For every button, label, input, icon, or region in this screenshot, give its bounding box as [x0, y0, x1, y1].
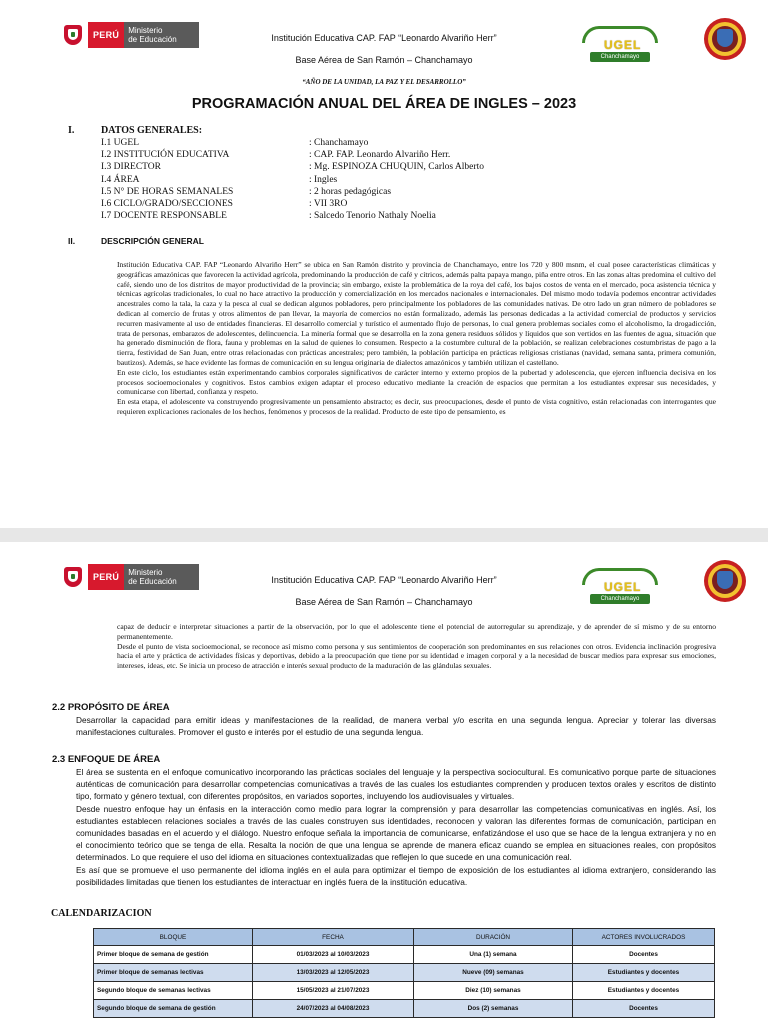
data-row: [101, 174, 701, 186]
section-1-number: I.: [68, 125, 75, 136]
table-cell: Estudiantes y docentes: [573, 982, 715, 1000]
purpose-heading: 2.2 PROPÓSITO DE ÁREA: [52, 702, 170, 713]
table-cell: Una (1) semana: [414, 946, 573, 964]
ministry-name: [124, 22, 198, 48]
approach-paragraph: Desde nuestro enfoque hay un énfasis en la interacción como medio para lograr la comprensión y para desarrollar las competencias comunicativas en inglés. Así, los estudiantes establecen relaciones sociales a través de las cuales construyen sus identidades, reconocen y valoran las diferentes formas de comunicación, participan en comunidades basadas en el acuerdo y el diálogo. Nuestro enfoque señala la importancia de comunicarse, enfatizándose el uso que se hace de la lengua extranjera y no en el conocimiento teórico que se tenga de ella. Resalta la noción de que una lengua se aprende de manera eficaz cuando se emplea en situaciones reales, con propósitos determinados. Lo que requiere el uso del idioma en situaciones contextualizadas que reflejen lo que sucede en una comunicación real.: [76, 803, 716, 863]
description-paragraph: En esta etapa, el adolescente va construyendo progresivamente un pensamiento abstracto; es decir, sus preocupaciones, desde el punto de vista cognitivo, están relacionadas con interrogantes que requieren explicaciones racionales de los hechos, fenómenos y procesos de la realidad. Producto de este tipo de pensamiento, es: [117, 397, 716, 416]
data-value: : Chanchamayo: [309, 138, 369, 148]
table-cell: 24/07/2023 al 04/08/2023: [253, 1000, 414, 1018]
school-crest-icon: [704, 18, 746, 60]
table-row: [94, 1000, 715, 1018]
table-cell: Docentes: [573, 946, 715, 964]
ministry-name-line2: de Educación: [128, 577, 177, 586]
ugel-logo-text: UGEL: [604, 580, 642, 594]
purpose-text: Desarrollar la capacidad para emitir ideas y manifestaciones de la realidad, de manera verbal y/o escrita en una segunda lengua. Apreciar y tolerar las diversas manifestaciones culturales. Promover el gusto e interés por el estudio de una segunda lengua.: [76, 715, 716, 738]
document-page-2: [0, 542, 768, 1024]
calendar-table: [93, 928, 715, 1018]
table-header-row: [94, 929, 715, 946]
description-text: [117, 260, 716, 417]
table-cell: Estudiantes y docentes: [573, 964, 715, 982]
ministry-logo: [62, 564, 199, 590]
data-label: I.4 ÁREA: [101, 174, 140, 185]
data-label: I.1 UGEL: [101, 138, 139, 148]
column-header: FECHA: [253, 929, 414, 946]
data-value: : VII 3RO: [309, 199, 348, 210]
data-row: [101, 161, 701, 173]
ministry-name: [124, 564, 198, 590]
description-continuation: [117, 622, 716, 671]
institution-name: Institución Educativa CAP. FAP “Leonardo Alvariño Herr”: [271, 575, 497, 585]
column-header: ACTORES INVOLUCRADOS: [573, 929, 715, 946]
data-row: [101, 149, 701, 161]
page-header: [0, 542, 768, 612]
ministry-logo: [62, 22, 199, 48]
coat-of-arms-icon: [62, 22, 84, 48]
approach-text: [76, 766, 716, 888]
ugel-logo: [578, 24, 660, 58]
data-label: I.7 DOCENTE RESPONSABLE: [101, 211, 227, 222]
ugel-logo-sub: Chanchamayo: [590, 52, 650, 62]
general-data-list: [101, 137, 701, 222]
page-header: [0, 0, 768, 70]
institution-block: [200, 574, 568, 618]
table-cell: 01/03/2023 al 10/03/2023: [253, 946, 414, 964]
data-label: I.2 INSTITUCIÓN EDUCATIVA: [101, 150, 230, 161]
ugel-logo-sub: Chanchamayo: [590, 594, 650, 604]
ministry-name-line1: Ministerio: [128, 26, 163, 35]
section-2-heading: DESCRIPCIÓN GENERAL: [101, 236, 204, 246]
approach-heading: 2.3 ENFOQUE DE ÁREA: [52, 754, 161, 765]
table-cell: Docentes: [573, 1000, 715, 1018]
table-row: [94, 964, 715, 982]
institution-location: Base Aérea de San Ramón – Chanchamayo: [295, 55, 473, 65]
table-cell: 13/03/2023 al 12/05/2023: [253, 964, 414, 982]
description-paragraph: Institución Educativa CAP. FAP “Leonardo Alvariño Herr” se ubica en San Ramón distrito y provincia de Chanchamayo, entre los 720 y 800 msnm, el cual posee características climáticas y geográficas amazónicas que favorecen la actividad agrícola, predominando la producción de café y cítricos, además palta papaya mango, piña entre otros. En las zonas altas predomina el cultivo del café, siendo uno de los distritos de mayor productividad de la provincia; sin embargo, existe la problemática de la roya del café, los bajos costos de venta en el mercado, poca asistencia técnica y técnicas agrícolas tradicionales, lo cual no hace atractivo la producción y comercialización en los mercados nacionales e internacionales. Del mismo modo todavía podemos encontrar actividades ancestrales como la tala, la caza y la pesca al cual se dedican algunos pobladores, pero principalmente los pobladores de las comunidades nativas. De otro lado un gran número de pobladores se dedican al comercio de frutas y otros alimentos de pan llevar, la mayoría de comercios no están formalizado, además las personas dedicadas a la actividad comercial de productos y servicios recurren masivamente al uso de entidades financieras. El desarrollo comercial y turístico el aumentado flujo de personas, lo cual genera problemas sociales como el alcoholismo, la drogadicción, trata de personas, embarazos de adolescentes, delincuencia. La minería formal que se desarrolla en la zona genera residuos sólidos y líquidos que son vertidos en las fuentes de agua, situación que ha generado disminución de flora, fauna y problemas en la salud de quienes lo consumen. Respecto a la costumbre cultural de la población, se realizan celebraciones costumbristas de pago a la tierra, festividad de San Juan, entre otras relacionadas con prácticas ancestrales; pero también, la población participa en prácticas religiosas cristianas (navidad, semana santa, primera comunión, bautizos). Además, se hace evidente las formas de comunicación en su lengua originaria de dialectos amazónicos y también utilizan el castellano.: [117, 260, 716, 367]
data-row: [101, 210, 701, 222]
approach-paragraph: Es así que se promueve el uso permanente del idioma inglés en el aula para optimizar el tiempo de exposición de los estudiantes al idioma extranjero, considerando las posibilidades limitadas que tienen los estudiantes de interactuar en inglés fuera de la institución educativa.: [76, 864, 716, 887]
institution-name: Institución Educativa CAP. FAP “Leonardo Alvariño Herr”: [271, 33, 497, 43]
column-header: DURACIÓN: [414, 929, 573, 946]
table-cell: Dos (2) semanas: [414, 1000, 573, 1018]
coat-of-arms-icon: [62, 564, 84, 590]
table-cell: Segundo bloque de semana de gestión: [94, 1000, 253, 1018]
table-row: [94, 946, 715, 964]
data-label: I.5 N° DE HORAS SEMANALES: [101, 186, 234, 197]
table-cell: 15/05/2023 al 21/07/2023: [253, 982, 414, 1000]
data-value: : 2 horas pedagógicas: [309, 186, 392, 197]
page-separator: [0, 528, 768, 542]
calendar-heading: CALENDARIZACION: [51, 908, 152, 919]
institution-block: [200, 32, 568, 76]
description-paragraph: Desde el punto de vista socioemocional, se reconoce así mismo como persona y sus sentimientos de cooperación son predominantes en sus relaciones con otros. Evidencia inclinación progresiva hacia el arte y práctica de actividades físicas y deportivas, debido a la preocupación que tiene por su identidad e imagen corporal y a la necesidad de buscar medios para expresar sus emociones, intereses, ideas, etc. Se inicia un proceso de atracción e interés sexual producto de la maduración de las glándulas sexuales.: [117, 641, 716, 671]
institution-location: Base Aérea de San Ramón – Chanchamayo: [295, 597, 473, 607]
data-label: I.3 DIRECTOR: [101, 162, 161, 173]
data-row: [101, 137, 701, 149]
data-value: : Salcedo Tenorio Nathaly Noelia: [309, 211, 436, 222]
description-paragraph: En este ciclo, los estudiantes están experimentando cambios corporales significativos de carácter interno y externo propios de la pubertad y adolescencia, que ejercen influencia decisiva en los procesos socioemocionales y cognitivos. Estos cambios exigen adaptar el proceso educativo mediante la creación de espacios que permitan a los estudiantes expresar sus necesidades, y comunicarse con libertad, confianza y respeto.: [117, 367, 716, 397]
peru-badge: PERÚ: [88, 22, 124, 48]
approach-paragraph: El área se sustenta en el enfoque comunicativo incorporando las prácticas sociales del lenguaje y la perspectiva sociocultural. Es comunicativo porque parte de situaciones auténticas de comunicación para desarrollar competencias comunicativas a través de las cuales los estudiantes comprenden y producen textos orales y escritos de distinto tipo, formato y género textual, con diferentes propósitos, en variados soportes, incluyendo los audiovisuales y virtuales.: [76, 767, 716, 802]
description-paragraph: capaz de deducir e interpretar situaciones a partir de la observación, por lo que el adolescente tiene el potencial de autorregular su aprendizaje, y de aprender de sí mismo y de su entorno permanentemente.: [117, 622, 716, 641]
data-value: : Ingles: [309, 174, 338, 185]
table-cell: Diez (10) semanas: [414, 982, 573, 1000]
data-value: : Mg. ESPINOZA CHUQUIN, Carlos Alberto: [309, 162, 484, 173]
section-1-heading: DATOS GENERALES:: [101, 125, 203, 136]
data-row: [101, 186, 701, 198]
data-row: [101, 198, 701, 210]
column-header: BLOQUE: [94, 929, 253, 946]
section-2-number: II.: [68, 236, 76, 246]
table-cell: Nueve (09) semanas: [414, 964, 573, 982]
page-title: PROGRAMACIÓN ANUAL DEL ÁREA DE INGLES – 2023: [191, 96, 577, 112]
ugel-logo-text: UGEL: [604, 38, 642, 52]
table-cell: Segundo bloque de semanas lectivas: [94, 982, 253, 1000]
table-row: [94, 982, 715, 1000]
peru-badge: PERÚ: [88, 564, 124, 590]
ministry-name-line2: de Educación: [128, 35, 177, 44]
ministry-name-line1: Ministerio: [128, 568, 163, 577]
table-cell: Primer bloque de semanas lectivas: [94, 964, 253, 982]
data-label: I.6 CICLO/GRADO/SECCIONES: [101, 199, 233, 210]
ugel-logo: [578, 566, 660, 600]
school-crest-icon: [704, 560, 746, 602]
table-cell: Primer bloque de semana de gestión: [94, 946, 253, 964]
data-value: : CAP. FAP. Leonardo Alvariño Herr.: [309, 150, 451, 161]
year-motto: “AÑO DE LA UNIDAD, LA PAZ Y EL DESARROLLO”: [302, 78, 466, 86]
